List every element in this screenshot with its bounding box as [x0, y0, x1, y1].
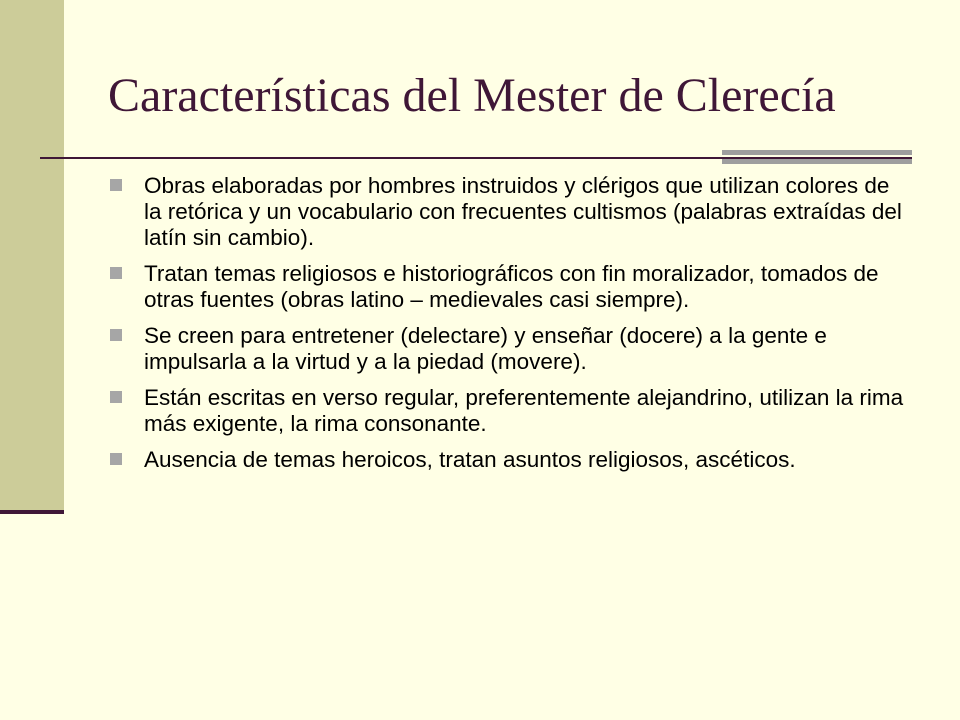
bullet-list — [108, 173, 908, 483]
bullet-text: Tratan temas religiosos e historiográficos con fin moralizador, tomados de otras fuentes (obras latino – medievales casi siempre). — [144, 261, 879, 312]
square-bullet-icon — [110, 391, 122, 403]
bullet-item — [108, 173, 908, 251]
bullet-text: Obras elaboradas por hombres instruidos y clérigos que utilizan colores de la retórica y un vocabulario con frecuentes cultismos (palabras extraídas del latín sin cambio). — [144, 173, 902, 250]
square-bullet-icon — [110, 179, 122, 191]
bullet-item — [108, 261, 908, 313]
title-divider-accent — [722, 150, 912, 164]
slide-title: Características del Mester de Clerecía — [108, 69, 836, 122]
square-bullet-icon — [110, 267, 122, 279]
bullet-item — [108, 323, 908, 375]
bullet-text: Se creen para entretener (delectare) y enseñar (docere) a la gente e impulsarla a la virtud y a la piedad (movere). — [144, 323, 827, 374]
left-decorative-band — [0, 0, 64, 512]
bullet-item — [108, 447, 908, 473]
square-bullet-icon — [110, 329, 122, 341]
bullet-text: Están escritas en verso regular, preferentemente alejandrino, utilizan la rima más exigente, la rima consonante. — [144, 385, 904, 436]
bullet-item — [108, 385, 908, 437]
left-band-underline — [0, 510, 64, 514]
square-bullet-icon — [110, 453, 122, 465]
bullet-text: Ausencia de temas heroicos, tratan asuntos religiosos, ascéticos. — [144, 447, 796, 472]
